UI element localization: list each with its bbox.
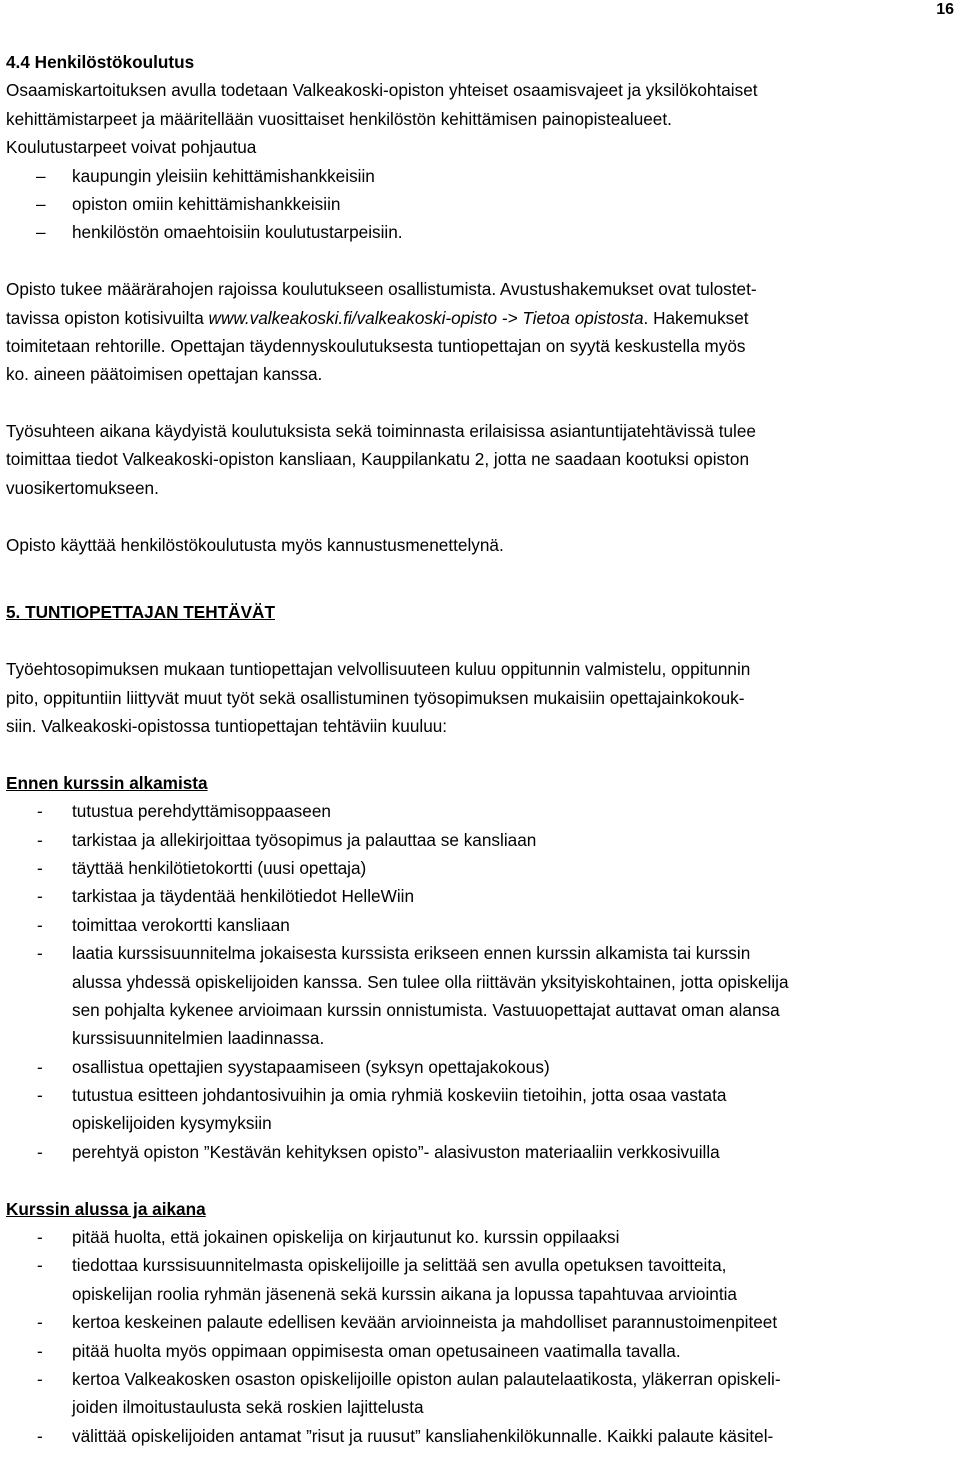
- list-item-continuation: [6, 996, 954, 1024]
- dash-bullet: -: [37, 1141, 43, 1162]
- indent: [6, 968, 72, 996]
- indent: [6, 996, 72, 1024]
- dash-bullet: -: [37, 801, 43, 822]
- list-item: – kaupungin yleisiin kehittämishankkeisiin: [6, 162, 954, 190]
- paragraph-line: siin. Valkeakoski-opistossa tuntiopettajan tehtäviin kuuluu:: [6, 715, 448, 736]
- dash-bullet: -: [37, 857, 43, 878]
- paragraph-line: Osaamiskartoituksen avulla todetaan Valkeakoski-opiston yhteiset osaamisvajeet ja yksilökohtaiset: [6, 80, 758, 101]
- list-item: [6, 826, 954, 854]
- list-item: [6, 939, 954, 967]
- list-item-continuation: [6, 1393, 954, 1421]
- list-item: [6, 1337, 954, 1365]
- dash-bullet: -: [37, 943, 43, 964]
- dash-bullet: -: [37, 1255, 43, 1276]
- list-item-text: kurssisuunnitelmien laadinnassa.: [72, 1028, 325, 1049]
- list-item: [6, 1422, 954, 1450]
- list-item: [6, 1365, 954, 1393]
- during-course-heading: Kurssin alussa ja aikana: [6, 1198, 206, 1219]
- dash-bullet: –: [36, 193, 46, 214]
- list-item-text: kertoa keskeinen palaute edellisen kevään arvioinneista ja mahdolliset parannustoimenpiteet: [72, 1312, 778, 1333]
- dash-bullet: -: [37, 1227, 43, 1248]
- section-4-4-heading: 4.4 Henkilöstökoulutus: [6, 52, 195, 72]
- list-item-text: laatia kurssisuunnitelma jokaisesta kurssista erikseen ennen kurssin alkamista tai kurssin: [72, 943, 751, 964]
- list-item-text: tutustua perehdyttämisoppaaseen: [72, 801, 331, 822]
- document-page: [6, 48, 954, 1450]
- dash-bullet: -: [37, 914, 43, 935]
- dash-bullet: -: [37, 1085, 43, 1106]
- indent: [6, 1109, 72, 1137]
- paragraph-line: Opisto käyttää henkilöstökoulutusta myös kannustusmenettelynä.: [6, 534, 504, 555]
- paragraph-line: Koulutustarpeet voivat pohjautua: [6, 137, 257, 158]
- list-item-continuation: [6, 1109, 954, 1137]
- list-item-continuation: [6, 1280, 954, 1308]
- list-item-text: opiskelijan roolia ryhmän jäsenenä sekä kurssin aikana ja lopussa tapahtuvaa arviointia: [72, 1283, 737, 1304]
- list-item: [6, 1081, 954, 1109]
- list-item-text: tarkistaa ja täydentää henkilötiedot HelleWiin: [72, 886, 415, 907]
- list-item-text: opiskelijoiden kysymyksiin: [72, 1113, 272, 1134]
- dash-bullet: –: [36, 165, 46, 186]
- list-item-text: tarkistaa ja allekirjoittaa työsopimus ja palauttaa se kansliaan: [72, 829, 537, 850]
- paragraph-line: toimittaa tiedot Valkeakoski-opiston kansliaan, Kauppilankatu 2, jotta ne saadaan kootuksi opiston: [6, 449, 750, 470]
- list-item-text: alussa yhdessä opiskelijoiden kanssa. Sen tulee olla riittävän yksityiskohtainen, jotta opiskelija: [72, 971, 789, 992]
- list-item: [6, 1223, 954, 1251]
- dash-bullet: -: [37, 1368, 43, 1389]
- list-item-text: välittää opiskelijoiden antamat ”risut ja ruusut” kansliahenkilökunnalle. Kaikki palaute käsitel-: [72, 1425, 774, 1446]
- indent: [6, 1024, 72, 1052]
- list-item-text: sen pohjalta kykenee arvioimaan kurssin onnistumista. Vastuuopettajat auttavat oman alansa: [72, 999, 780, 1020]
- list-item-text: tiedottaa kurssisuunnitelmasta opiskelijoille ja selittää sen avulla opetuksen tavoitteita,: [72, 1255, 727, 1276]
- dash-bullet: -: [37, 886, 43, 907]
- indent: [6, 1393, 72, 1421]
- section-5-heading: 5. TUNTIOPETTAJAN TEHTÄVÄT: [6, 602, 275, 623]
- opisto-link[interactable]: www.valkeakoski.fi/valkeakoski-opisto -> Tietoa opistosta: [208, 307, 644, 328]
- before-course-heading: Ennen kurssin alkamista: [6, 772, 208, 793]
- list-item: [6, 1053, 954, 1081]
- paragraph-line: toimitetaan rehtorille. Opettajan täydennyskoulutuksesta tuntiopettajan on syytä keskustella myös: [6, 335, 746, 356]
- list-item: [6, 1138, 954, 1166]
- dash-bullet: -: [37, 1425, 43, 1446]
- before-course-list: [6, 797, 954, 1166]
- list-item: – opiston omiin kehittämishankkeisiin: [6, 190, 954, 218]
- list-item: [6, 854, 954, 882]
- paragraph-line: pito, oppituntiin liittyvät muut työt sekä osallistuminen työsopimuksen mukaisiin opettajainkokouk-: [6, 687, 745, 708]
- list-item-text: osallistua opettajien syystapaamiseen (syksyn opettajakokous): [72, 1056, 550, 1077]
- dash-bullet: -: [37, 1056, 43, 1077]
- list-item: [6, 1308, 954, 1336]
- list-item-text: kertoa Valkeakosken osaston opiskelijoille opiston aulan palautelaatikosta, yläkerran opiskeli-: [72, 1368, 781, 1389]
- list-item-text: pitää huolta myös oppimaan oppimisesta oman opetusaineen vaatimalla tavalla.: [72, 1340, 681, 1361]
- paragraph-line: Työsuhteen aikana käydyistä koulutuksista sekä toiminnasta erilaisissa asiantuntijatehtävissä tulee: [6, 421, 756, 442]
- list-item-text: joiden ilmoitustaulusta sekä roskien lajittelusta: [72, 1397, 424, 1418]
- paragraph-line: Opisto tukee määrärahojen rajoissa koulutukseen osallistumista. Avustushakemukset ovat tulostet-: [6, 279, 757, 300]
- list-item-continuation: [6, 1024, 954, 1052]
- dash-bullet: -: [37, 1312, 43, 1333]
- list-item: [6, 797, 954, 825]
- dash-bullet: -: [37, 1340, 43, 1361]
- list-item-text: toimittaa verokortti kansliaan: [72, 914, 290, 935]
- page-number: 16: [936, 1, 954, 18]
- paragraph-line: tavissa opiston kotisivuilta www.valkeakoski.fi/valkeakoski-opisto -> Tietoa opistosta. Hakemukset: [6, 307, 749, 328]
- list-item: [6, 1251, 954, 1279]
- list-item-continuation: [6, 968, 954, 996]
- paragraph-line: ko. aineen päätoimisen opettajan kanssa.: [6, 364, 323, 385]
- paragraph-line: Työehtosopimuksen mukaan tuntiopettajan velvollisuuteen kuluu oppitunnin valmistelu, oppitunnin: [6, 659, 751, 680]
- paragraph-line: vuosikertomukseen.: [6, 477, 159, 498]
- list-item: – henkilöstön omaehtoisiin koulutustarpeisiin.: [6, 218, 954, 246]
- dash-bullet: -: [37, 829, 43, 850]
- paragraph-line: kehittämistarpeet ja määritellään vuosittaiset henkilöstön kehittämisen painopistealueet.: [6, 108, 672, 129]
- list-item-text: pitää huolta, että jokainen opiskelija on kirjautunut ko. kurssin oppilaaksi: [72, 1227, 620, 1248]
- list-item: [6, 911, 954, 939]
- list-item-text: tutustua esitteen johdantosivuihin ja omia ryhmiä koskeviin tietoihin, jotta osaa vastata: [72, 1085, 727, 1106]
- list-item: [6, 882, 954, 910]
- list-item-text: täyttää henkilötietokortti (uusi opettaja): [72, 857, 367, 878]
- indent: [6, 1280, 72, 1308]
- during-course-list: [6, 1223, 954, 1450]
- list-item-text: perehtyä opiston ”Kestävän kehityksen opisto”- alasivuston materiaaliin verkkosivuilla: [72, 1141, 720, 1162]
- dash-bullet: –: [36, 222, 46, 243]
